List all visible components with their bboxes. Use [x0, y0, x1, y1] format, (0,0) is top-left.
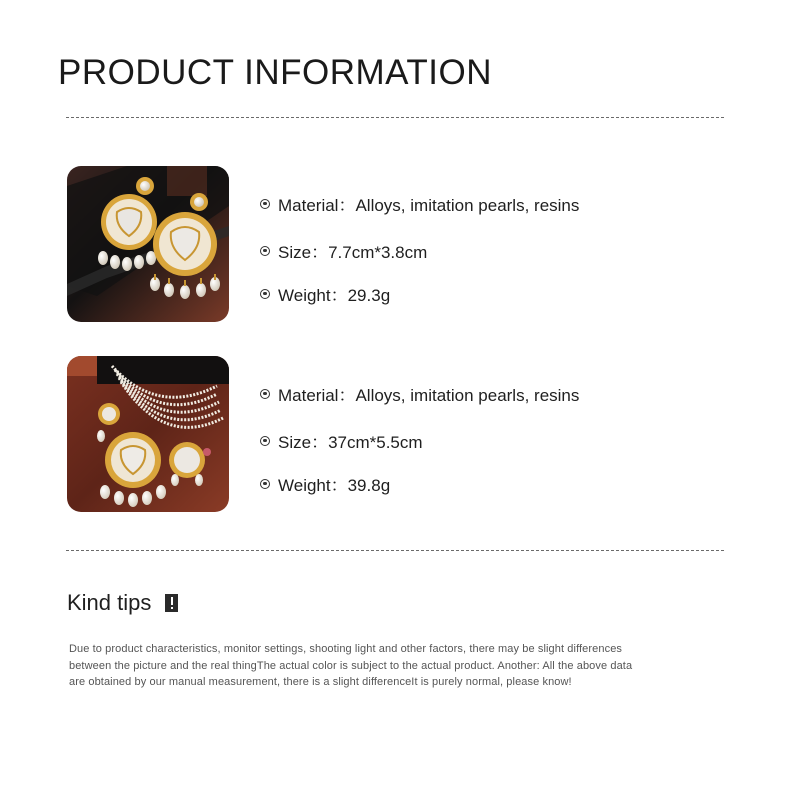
weight-text: Weight：29.3g: [278, 286, 391, 305]
material-text: Material：Alloys, imitation pearls, resins: [278, 386, 580, 405]
material-text: Material：Alloys, imitation pearls, resins: [278, 196, 580, 215]
bullet-icon: [260, 389, 270, 399]
kind-tips-heading: [67, 590, 178, 616]
weight-text: Weight：39.8g: [278, 476, 391, 495]
necklace-photo: [67, 356, 229, 512]
spec-material: [260, 381, 579, 406]
bottom-divider: [66, 550, 724, 551]
bullet-icon: [260, 246, 270, 256]
product-earrings: [67, 166, 727, 322]
kind-tips-label: Kind tips: [67, 590, 152, 615]
exclamation-icon: [165, 594, 178, 612]
bullet-icon: [260, 289, 270, 299]
size-text: Size：37cm*5.5cm: [278, 433, 423, 452]
top-divider: [66, 117, 724, 118]
spec-size: [260, 428, 423, 453]
spec-weight: [260, 471, 390, 496]
spec-weight: [260, 281, 390, 306]
size-text: Size：7.7cm*3.8cm: [278, 243, 428, 262]
page-title: PRODUCT INFORMATION: [58, 53, 493, 92]
bullet-icon: [260, 436, 270, 446]
bullet-icon: [260, 199, 270, 209]
spec-size: [260, 238, 427, 263]
earrings-photo: [67, 166, 229, 322]
bullet-icon: [260, 479, 270, 489]
spec-material: [260, 191, 579, 216]
product-necklace: [67, 356, 727, 512]
kind-tips-text: Due to product characteristics, monitor settings, shooting light and other factors, there may be slight differences between the picture and the real thingThe actual color is subject to the actual product. Another: All the above data are obtained by our manual measurement, there is a slight differenceIt is purely normal, please know!: [69, 643, 633, 688]
